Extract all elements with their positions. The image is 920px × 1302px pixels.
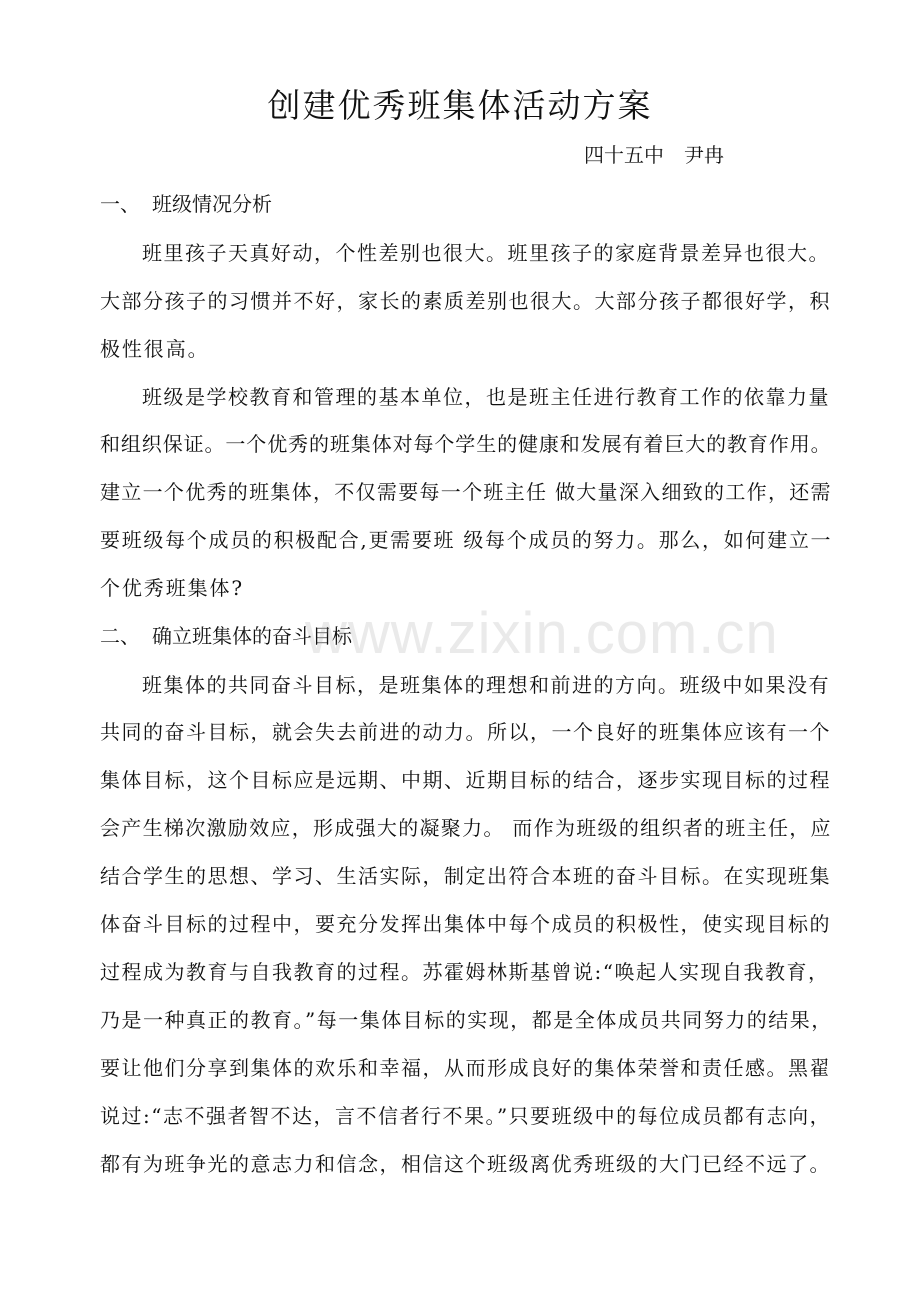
paragraph-line: 过程成为教育与自我教育的过程。苏霍姆林斯基曾说:“唤起人实现自我教育，	[100, 960, 830, 984]
paragraph-line: 都有为班争光的意志力和信念，相信这个班级离优秀班级的大门已经不远了。	[100, 1152, 831, 1176]
section-number: 一、	[100, 192, 140, 216]
watermark: www.zixin.com.cn	[305, 601, 779, 666]
paragraph-line: 大部分孩子的习惯并不好，家长的素质差别也很大。大部分孩子都很好学，积	[100, 289, 831, 313]
section-title: 班级情况分析	[152, 192, 272, 216]
paragraph-line: 班级是学校教育和管理的基本单位，也是班主任进行教育工作的依靠力量	[142, 385, 830, 409]
document-title: 创建优秀班集体活动方案	[267, 86, 653, 125]
paragraph-line: 建立一个优秀的班集体，不仅需要每一个班主任 做大量深入细致的工作，还需	[100, 480, 832, 504]
paragraph-line: 集体目标，这个目标应是远期、中期、近期目标的结合，逐步实现目标的过程	[100, 768, 831, 792]
section-title: 确立班集体的奋斗目标	[152, 624, 352, 648]
paragraph-line: 共同的奋斗目标，就会失去前进的动力。所以，一个良好的班集体应该有一个	[100, 720, 831, 744]
paragraph-line: 和组织保证。一个优秀的班集体对每个学生的健康和发展有着巨大的教育作用。	[100, 432, 832, 456]
paragraph-line: 乃是一种真正的教育。”每一集体目标的实现，都是全体成员共同努力的结果，	[100, 1008, 833, 1032]
section-heading	[100, 189, 272, 219]
paragraph-line: 个优秀班集体?	[100, 576, 245, 600]
section-number: 二、	[100, 624, 140, 648]
paragraph-line: 班集体的共同奋斗目标，是班集体的理想和前进的方向。班级中如果没有	[142, 673, 830, 697]
paragraph-line: 极性很高。	[100, 337, 210, 361]
document-author: 四十五中 尹冉	[584, 143, 724, 167]
paragraph-line: 体奋斗目标的过程中，要充分发挥出集体中每个成员的积极性，使实现目标的	[100, 912, 831, 936]
paragraph-line: 结合学生的思想、学习、生活实际，制定出符合本班的奋斗目标。在实现班集	[100, 864, 831, 888]
paragraph-line: 说过:“志不强者智不达，言不信者行不果。”只要班级中的每位成员都有志向，	[100, 1104, 832, 1128]
paragraph-line: 要班级每个成员的积极配合,更需要班 级每个成员的努力。那么，如何建立一	[100, 528, 833, 552]
paragraph-line: 班里孩子天真好动，个性差别也很大。班里孩子的家庭背景差异也很大。	[142, 241, 830, 265]
paragraph-line: 会产生梯次激励效应，形成强大的凝聚力。 而作为班级的组织者的班主任，应	[100, 816, 832, 840]
paragraph-line: 要让他们分享到集体的欢乐和幸福，从而形成良好的集体荣誉和责任感。黑翟	[100, 1056, 831, 1080]
